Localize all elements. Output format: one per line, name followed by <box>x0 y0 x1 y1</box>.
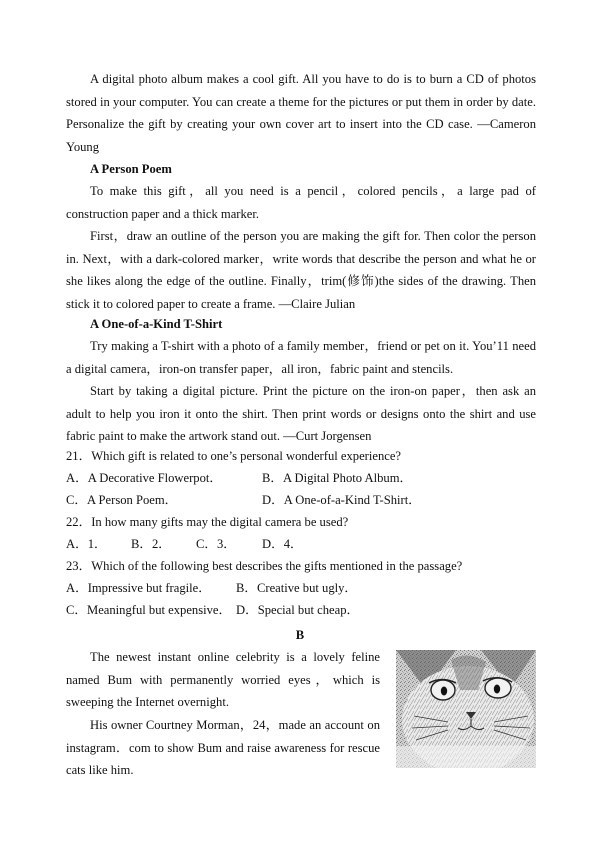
paragraph-poem-materials: To make this gift，all you need is a pencil，colored pencils，a large pad of construction paper and a thick marker. <box>66 184 536 221</box>
question-21-option-b: B．A Digital Photo Album． <box>262 471 413 485</box>
question-22-stem: 22．In how many gifts may the digital camera be used? <box>66 515 349 529</box>
question-23-option-a: A．Impressive but fragile． <box>66 581 211 595</box>
question-23-option-d: D．Special but cheap． <box>236 603 360 617</box>
heading-tshirt: A One-of-a-Kind T-Shirt <box>90 317 223 331</box>
question-23-option-c: C．Meaningful but expensive． <box>66 603 232 617</box>
cat-face-illustration <box>396 650 536 768</box>
question-22-option-a: A．1． <box>66 537 107 551</box>
question-21-option-a: A．A Decorative Flowerpot． <box>66 471 222 485</box>
heading-person-poem: A Person Poem <box>90 162 172 176</box>
question-22-option-b: B．2． <box>131 537 171 551</box>
paragraph-poem-steps: First，draw an outline of the person you are making the gift for. Then color the person in. Next，with a dark-colored marker，write words that describe the person and what he or she likes along the edge of the outline. Finally，trim(修饰)the sides of the drawing. Then stick it to colored paper to create a frame. —Claire Julian <box>66 229 536 311</box>
question-22-option-c: C．3． <box>196 537 236 551</box>
paragraph-tshirt-materials: Try making a T-shirt with a photo of a family member，friend or pet on it. You’11 need a digital camera，iron-on transfer paper，all iron，fabric paint and stencils. <box>66 339 536 376</box>
question-23-stem: 23．Which of the following best describes the gifts mentioned in the passage? <box>66 559 463 573</box>
question-21-option-d: D．A One-of-a-Kind T-Shirt． <box>262 493 421 507</box>
cat-photo <box>396 650 536 768</box>
section-b-label: B <box>295 628 305 642</box>
question-21-stem: 21．Which gift is related to one’s personal wonderful experience? <box>66 449 402 463</box>
question-21-option-c: C．A Person Poem． <box>66 493 178 507</box>
question-23-option-b: B．Creative but ugly． <box>236 581 358 595</box>
paragraph-bum-owner: His owner Courtney Morman，24，made an account on instagram．com to show Bum and raise awareness for rescue cats like him. <box>66 718 380 778</box>
paragraph-digital-album: A digital photo album makes a cool gift. All you have to do is to burn a CD of photos stored in your computer. You can create a theme for the pictures or put them in order by date. Personalize the gift by creating your own cover art to insert into the CD case. —Cameron Young <box>66 72 536 154</box>
paragraph-bum-celebrity: The newest instant online celebrity is a lovely feline named Bum with permanently worried eyes，which is sweeping the Internet overnight. <box>66 650 380 710</box>
paragraph-tshirt-steps: Start by taking a digital picture. Print the picture on the iron-on paper，then ask an adult to help you iron it onto the shirt. Then print words or designs onto the shirt and use fabric paint to make the artwork stand out. —Curt Jorgensen <box>66 384 536 444</box>
question-22-option-d: D．4． <box>262 537 303 551</box>
